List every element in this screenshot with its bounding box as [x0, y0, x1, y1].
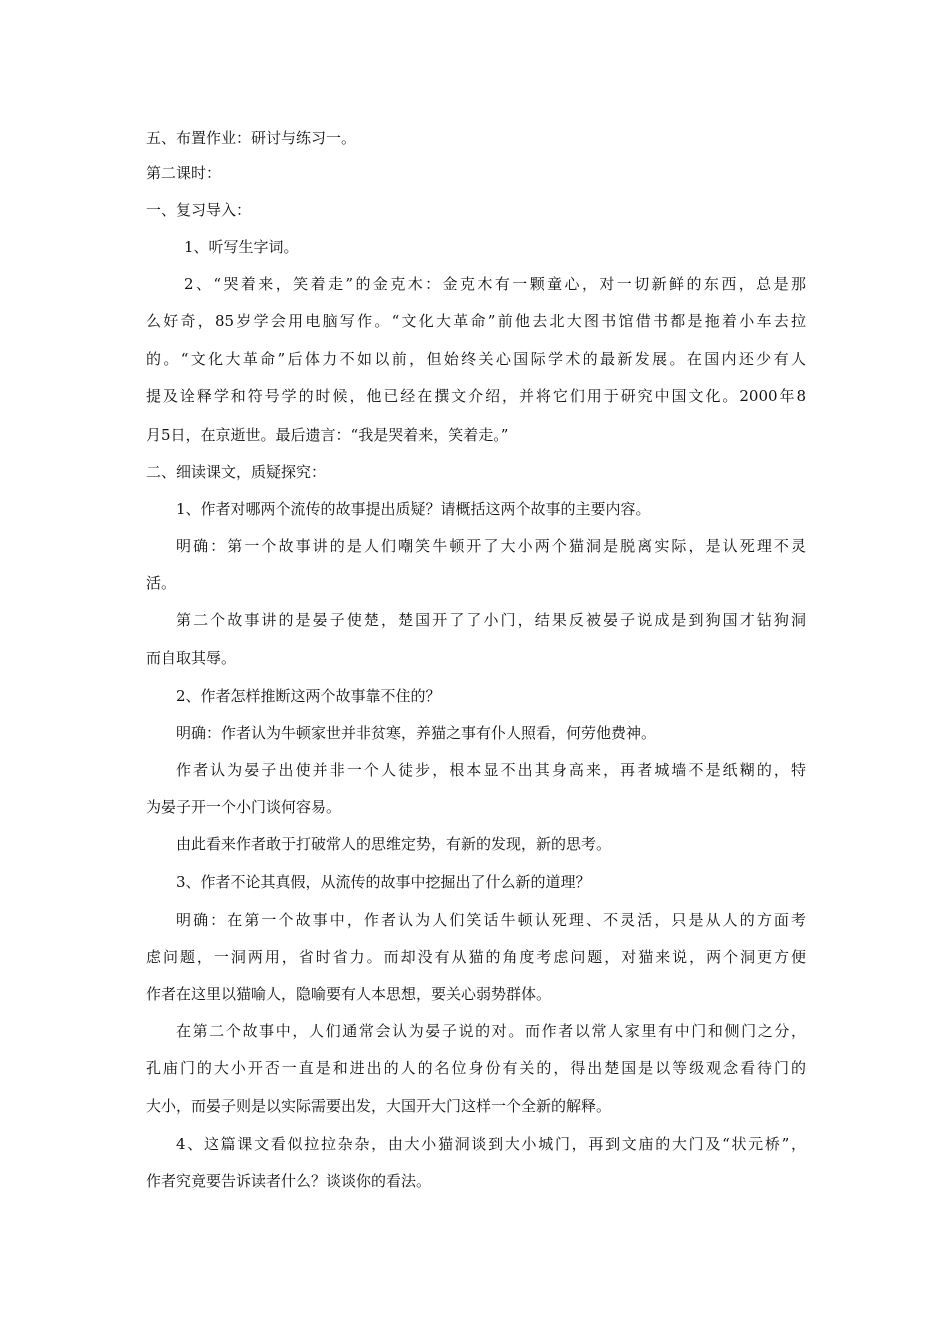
- second-story-line-2: 而自取其辱。: [146, 649, 237, 667]
- answer-3b-line-1: 在第二个故事中，人们通常会认为晏子说的对。而作者以常人家里有中门和侧门之分，: [176, 1022, 806, 1040]
- dictation-item: 1、听写生字词。: [184, 238, 299, 256]
- question-4-line-1: 4、这篇课文看似拉拉杂杂，由大小猫洞谈到大小城门，再到文庙的大门及“状元桥”，: [176, 1135, 806, 1153]
- question-2: 2、作者怎样推断这两个故事靠不住的？: [176, 687, 441, 705]
- second-story-line-1: 第二个故事讲的是晏子使楚，楚国开了了小门，结果反被晏子说成是到狗国才钻狗洞: [176, 611, 806, 629]
- answer-2-line-2: 作者认为晏子出使并非一个人徒步，根本显不出其身高来，再者城墙不是纸糊的，特: [176, 761, 806, 779]
- answer-3b-line-2: 孔庙门的大小开否一直是和进出的人的名位身份有关的，得出楚国是以等级观念看待门的: [146, 1059, 806, 1077]
- second-lesson-heading: 第二课时：: [146, 164, 222, 182]
- question-4-line-2: 作者究竟要告诉读者什么？谈谈你的看法。: [146, 1172, 432, 1190]
- close-reading-heading: 二、细读课文，质疑探究：: [146, 463, 327, 481]
- answer-3-line-2: 虑问题，一洞两用，省时省力。而却没有从猫的角度考虑问题，对猫来说，两个洞更方便: [146, 948, 806, 966]
- question-3: 3、作者不论其真假，从流传的故事中挖掘出了什么新的道理？: [176, 873, 591, 891]
- answer-2-line-1: 明确：作者认为牛顿家世并非贫寒，养猫之事有仆人照看，何劳他费神。: [176, 724, 657, 742]
- homework-line: 五、布置作业：研讨与练习一。: [146, 129, 357, 147]
- jin-kemu-paragraph-line-1: 2、“哭着来，笑着走”的金克木：金克木有一颗童心，对一切新鲜的东西，总是那: [184, 275, 806, 293]
- answer-3-line-3: 作者在这里以猫喻人，隐喻要有人本思想，要关心弱势群体。: [146, 985, 552, 1003]
- answer-1-line-2: 活。: [146, 574, 177, 592]
- answer-3b-line-3: 大小，而晏子则是以实际需要出发，大国开大门这样一个全新的解释。: [146, 1097, 612, 1115]
- jin-kemu-paragraph-line-2: 么好奇，85岁学会用电脑写作。“文化大革命”前他去北大图书馆借书都是拖着小车去拉: [146, 312, 806, 330]
- jin-kemu-paragraph-line-5: 月5日，在京逝世。最后遗言：“我是哭着来，笑着走。”: [146, 426, 509, 444]
- question-1: 1、作者对哪两个流传的故事提出质疑？请概括这两个故事的主要内容。: [176, 500, 651, 518]
- review-intro-heading: 一、复习导入：: [146, 201, 252, 219]
- answer-3-line-1: 明确：在第一个故事中，作者认为人们笑话牛顿认死理、不灵活，只是从人的方面考: [176, 911, 806, 929]
- jin-kemu-paragraph-line-3: 的。“文化大革命”后体力不如以前，但始终关心国际学术的最新发展。在国内还少有人: [146, 350, 806, 368]
- answer-2-line-3: 为晏子开一个小门谈何容易。: [146, 798, 342, 816]
- jin-kemu-paragraph-line-4: 提及诠释学和符号学的时候，他已经在撰文介绍，并将它们用于研究中国文化。2000年8: [146, 387, 806, 405]
- answer-2-conclusion: 由此看来作者敢于打破常人的思维定势，有新的发现，新的思考。: [176, 835, 612, 853]
- answer-1-line-1: 明确：第一个故事讲的是人们嘲笑牛顿开了大小两个猫洞是脱离实际，是认死理不灵: [176, 537, 806, 555]
